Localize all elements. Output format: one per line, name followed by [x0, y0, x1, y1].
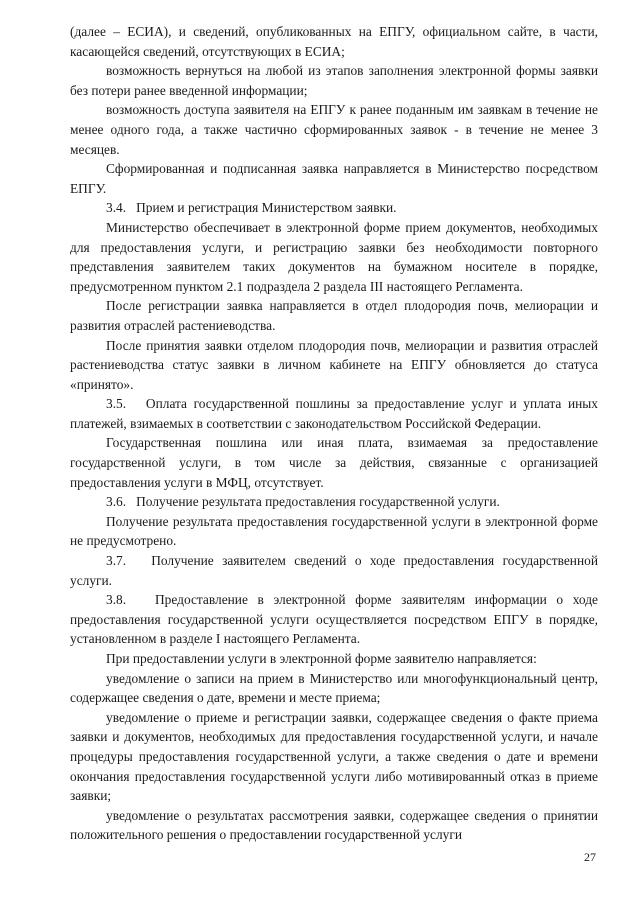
paragraph: При предоставлении услуги в электронной форме заявителю направляется:: [106, 651, 537, 666]
paragraph: Государственная пошлина или иная плата, взимаемая за предоставление государственной услуги, в том числе за действия, связанные с организацией предоставления услуги в МФЦ, отсутствует.: [70, 435, 598, 490]
paragraph: Сформированная и подписанная заявка направляется в Министерство посредством ЕПГУ.: [70, 161, 598, 196]
document-body: [70, 22, 598, 845]
paragraph: 3.4. Прием и регистрация Министерством заявки.: [106, 200, 397, 216]
paragraph: После регистрации заявка направляется в отдел плодородия почв, мелиорации и развития отраслей растениеводства.: [70, 298, 598, 333]
paragraph: уведомление о записи на прием в Министерство или многофункциональный центр, содержащее сведения о дате, времени и месте приема;: [70, 670, 598, 706]
paragraph: Получение результата предоставления государственной услуги в электронной форме не предусмотрено.: [70, 513, 598, 549]
paragraph: После принятия заявки отделом плодородия почв, мелиорации и развития отраслей растениеводства статус заявки в личном кабинете на ЕПГУ обновляется до статуса «принято».: [70, 337, 598, 392]
paragraph: уведомление о результатах рассмотрения заявки, содержащее сведения о принятии положительного решения о предоставлении государственной услуги: [70, 807, 598, 843]
paragraph: (далее – ЕСИА), и сведений, опубликованных на ЕПГУ, официальном сайте, в части, касающейся сведений, отсутствующих в ЕСИА;: [70, 24, 598, 59]
page-number: 27: [584, 850, 596, 864]
paragraph: возможность вернуться на любой из этапов заполнения электронной формы заявки без потери ранее введенной информации;: [70, 63, 598, 98]
paragraph: 3.5. Оплата государственной пошлины за предоставление услуг и уплата иных платежей, взимаемых в соответствии с законодательством Российской Федерации.: [70, 396, 598, 431]
paragraph: 3.8. Предоставление в электронной форме заявителям информации о ходе предоставления государственной услуги осуществляется посредством ЕПГУ в порядке, установленном в разделе I настоящего Регламента.: [70, 592, 598, 647]
paragraph: 3.6. Получение результата предоставления государственной услуги.: [106, 494, 500, 510]
paragraph: Министерство обеспечивает в электронной форме прием документов, необходимых для предоставления услуги, и регистрацию заявки без необходимости повторного представления заявителем таких документов на бумажном носителе в порядке, предусмотренном пунктом 2.1 подраздела 2 раздела III настоящего Регламента.: [70, 219, 598, 294]
paragraph: возможность доступа заявителя на ЕПГУ к ранее поданным им заявкам в течение не менее одного года, а также частично сформированных заявок - в течение не менее 3 месяцев.: [70, 102, 598, 157]
paragraph: уведомление о приеме и регистрации заявки, содержащее сведения о факте приема заявки и документов, необходимых для предоставления государственной услуги, и начале процедуры предоставления государственной услуги, а также сведения о дате и времени окончания предоставления государственной услуги либо мотивированный отказ в приеме заявки;: [70, 709, 598, 804]
paragraph: 3.7. Получение заявителем сведений о ходе предоставления государственной услуги.: [70, 553, 598, 588]
